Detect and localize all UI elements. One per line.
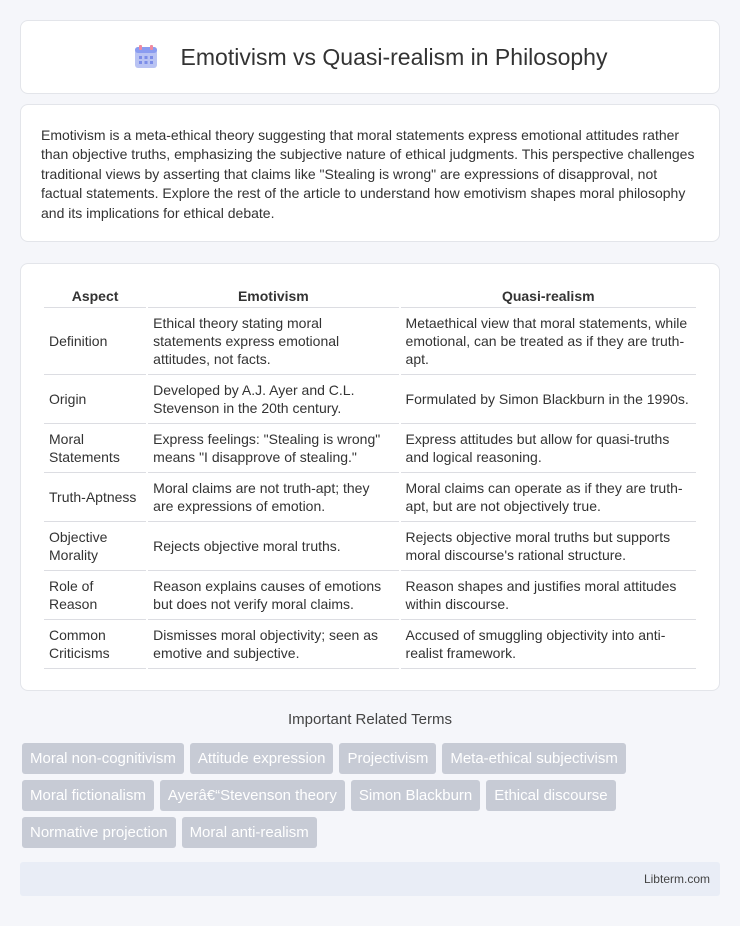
comparison-table — [42, 285, 698, 669]
intro-text: Emotivism is a meta-ethical theory suggesting that moral statements express emotional attitudes rather than objective truths, emphasizing the subjective nature of ethical judgments. This perspective challenges traditional views by asserting that claims like "Stealing is wrong" are expressions of disapproval, not factual statements. Explore the rest of the article to understand how emotivism shapes moral philosophy and its implications for ethical debate. — [41, 127, 695, 221]
table-row — [44, 424, 696, 473]
row-emotivism: Express feelings: "Stealing is wrong" means "I disapprove of stealing." — [148, 424, 398, 473]
column-header-emotivism: Emotivism — [148, 285, 398, 308]
table-row — [44, 522, 696, 571]
row-aspect: Moral Statements — [44, 424, 146, 473]
title-card — [20, 20, 720, 94]
related-term-tag[interactable]: Meta-ethical subjectivism — [442, 743, 626, 774]
related-term-tag[interactable]: Attitude expression — [190, 743, 334, 774]
table-row — [44, 375, 696, 424]
table-row — [44, 571, 696, 620]
page-title: Emotivism vs Quasi-realism in Philosophy — [180, 43, 608, 70]
column-header-aspect: Aspect — [44, 285, 146, 308]
related-term-tag[interactable]: Simon Blackburn — [351, 780, 480, 811]
row-aspect: Definition — [44, 308, 146, 375]
related-terms-list — [22, 743, 722, 854]
row-quasi-realism: Moral claims can operate as if they are truth-apt, but are not objectively true. — [401, 473, 696, 522]
row-quasi-realism: Reason shapes and justifies moral attitudes within discourse. — [401, 571, 696, 620]
row-aspect: Common Criticisms — [44, 620, 146, 669]
related-term-tag[interactable]: Moral anti-realism — [182, 817, 317, 848]
footer-site-link[interactable]: Libterm.com — [643, 872, 710, 886]
row-aspect: Role of Reason — [44, 571, 146, 620]
comparison-card — [20, 263, 720, 691]
row-aspect: Truth-Aptness — [44, 473, 146, 522]
table-row — [44, 308, 696, 375]
row-emotivism: Dismisses moral objectivity; seen as emotive and subjective. — [148, 620, 398, 669]
row-emotivism: Reason explains causes of emotions but does not verify moral claims. — [148, 571, 398, 620]
related-term-tag[interactable]: Normative projection — [22, 817, 176, 848]
row-emotivism: Rejects objective moral truths. — [148, 522, 398, 571]
table-row — [44, 620, 696, 669]
related-term-tag[interactable]: Projectivism — [339, 743, 436, 774]
column-header-quasi-realism: Quasi-realism — [401, 285, 696, 308]
related-term-tag[interactable]: Moral non-cognitivism — [22, 743, 184, 774]
related-term-tag[interactable]: Moral fictionalism — [22, 780, 154, 811]
related-term-tag[interactable]: Ayerâ€“Stevenson theory — [160, 780, 345, 811]
table-row — [44, 473, 696, 522]
row-emotivism: Ethical theory stating moral statements express emotional attitudes, not facts. — [148, 308, 398, 375]
row-emotivism: Developed by A.J. Ayer and C.L. Stevenson in the 20th century. — [148, 375, 398, 424]
row-quasi-realism: Express attitudes but allow for quasi-truths and logical reasoning. — [401, 424, 696, 473]
table-header-row — [44, 285, 696, 308]
row-emotivism: Moral claims are not truth-apt; they are expressions of emotion. — [148, 473, 398, 522]
row-quasi-realism: Formulated by Simon Blackburn in the 1990s. — [401, 375, 696, 424]
footer — [20, 862, 720, 896]
related-terms-heading: Important Related Terms — [288, 711, 452, 728]
row-aspect: Objective Morality — [44, 522, 146, 571]
related-term-tag[interactable]: Ethical discourse — [486, 780, 615, 811]
row-aspect: Origin — [44, 375, 146, 424]
row-quasi-realism: Rejects objective moral truths but supports moral discourse's rational structure. — [401, 522, 696, 571]
intro-card — [20, 104, 720, 242]
row-quasi-realism: Accused of smuggling objectivity into anti-realist framework. — [401, 620, 696, 669]
calendar-grid-icon — [133, 44, 159, 70]
row-quasi-realism: Metaethical view that moral statements, while emotional, can be treated as if they are truth-apt. — [401, 308, 696, 375]
